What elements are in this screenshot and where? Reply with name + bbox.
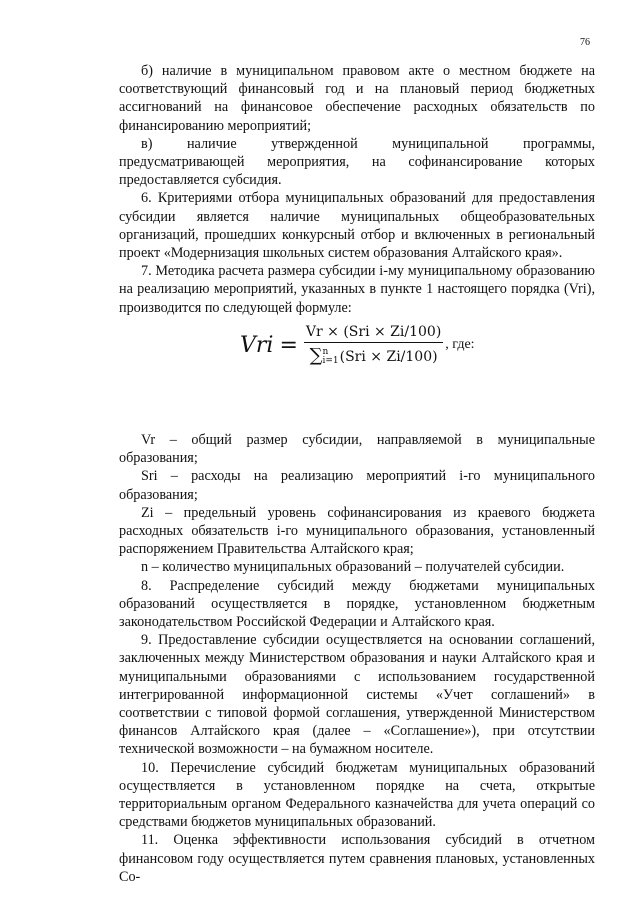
sum-symbol: ∑ bbox=[309, 345, 323, 366]
text-block-bottom bbox=[119, 431, 595, 886]
paragraph: 6. Критериями отбора муниципальных образований для предоставления субсидии является наличие муниципальных общеобразовательных организаций, прошедших конкурсный отбор и включенных в региональный проект «Модернизация школьных систем образования Алтайского края». bbox=[119, 190, 595, 262]
page-number: 76 bbox=[580, 37, 590, 48]
formula-lhs: Vri bbox=[240, 332, 274, 358]
paragraph: в) наличие утвержденной муниципальной программы, предусматривающей мероприятия, на софинансирование которых предоставляется субсидия. bbox=[119, 135, 595, 189]
paragraph: 11. Оценка эффективности использования субсидий в отчетном финансовом году осуществляется путем сравнения плановых, установленных Со- bbox=[119, 832, 595, 885]
paragraph: 10. Перечисление субсидий бюджетам муниципальных образований осуществляется в установленном порядке на счета, открытые территориальным органом Федерального казначейства для учета операций со средствами бюджетов муниципальных образований. bbox=[119, 759, 595, 831]
formula-fraction bbox=[304, 324, 443, 366]
paragraph: 7. Методика расчета размера субсидии i-му муниципальному образованию на реализацию мероприятий, указанных в пункте 1 настоящего порядка (Vri), производится по следующей формуле: bbox=[119, 263, 595, 316]
formula-denominator-term: (Sri × Zi/100) bbox=[339, 349, 438, 365]
sum-limits bbox=[322, 348, 338, 366]
paragraph: n – количество муниципальных образований – получателей субсидии. bbox=[141, 559, 565, 576]
paragraph: Vr – общий размер субсидии, направляемой в муниципальные образования; bbox=[119, 432, 595, 467]
paragraph: б) наличие в муниципальном правовом акте о местном бюджете на соответствующий финансовый год и на плановый период бюджетных ассигнований на финансовое обеспечение расходных обязательств по финансированию мероприятий; bbox=[119, 63, 595, 134]
formula-where-label: , где: bbox=[445, 337, 475, 352]
paragraph: Sri – расходы на реализацию мероприятий i-го муниципального образования; bbox=[119, 468, 595, 503]
formula-equals: = bbox=[279, 332, 298, 358]
formula-numerator: Vr × (Sri × Zi/100) bbox=[304, 324, 443, 343]
sum-lower-limit: i=1 bbox=[322, 356, 339, 366]
paragraph: 8. Распределение субсидий между бюджетами муниципальных образований осуществляется в порядке, установленном бюджетным законодательством Российской Федерации и Алтайского края. bbox=[119, 577, 595, 631]
sum-upper-limit: n bbox=[322, 347, 329, 357]
formula bbox=[240, 324, 475, 366]
text-block-top bbox=[119, 62, 595, 317]
paragraph: Zi – предельный уровень софинансирования из краевого бюджета расходных обязательств i-го муниципального образования, установленный распоряжением Правительства Алтайского края; bbox=[119, 504, 595, 558]
paragraph: 9. Предоставление субсидии осуществляется на основании соглашений, заключенных между Министерством образования и науки Алтайского края и муниципальными образованиями с использованием государственной интегрированной информационной системы «Учет соглашений» в соответствии с типовой формой соглашения, утвержденной Министерством финансов Алтайского края (далее – «Соглашение»), при отсутствии технической возможности – на бумажном носителе. bbox=[119, 632, 595, 758]
formula-denominator bbox=[310, 343, 438, 366]
